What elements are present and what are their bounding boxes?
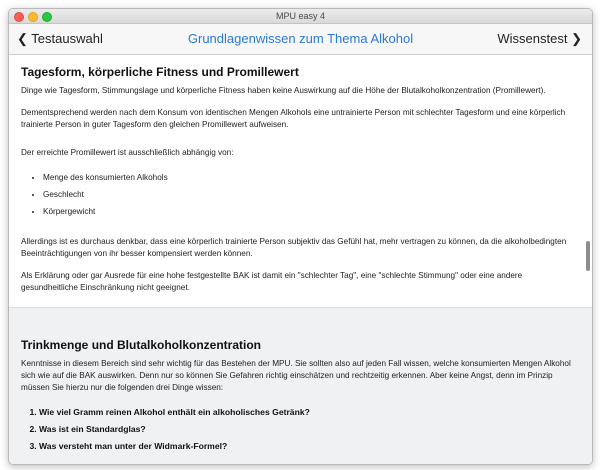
back-button-label: Testauswahl: [31, 31, 103, 46]
list-item: 1. Wie viel Gramm reinen Alkohol enthält ein alkoholisches Getränk?: [39, 404, 580, 421]
factor-list: [21, 169, 580, 220]
close-window-button[interactable]: [14, 12, 24, 22]
chevron-left-icon: ❮: [17, 31, 28, 46]
content-area[interactable]: [9, 55, 592, 464]
paragraph: Dinge wie Tagesform, Stimmungslage und körperliche Fitness haben keine Auswirkung auf die Höhe der Blutalkoholkonzentration (Promillewert).: [21, 86, 546, 95]
window-title: MPU easy 4: [275, 11, 326, 21]
minimize-window-button[interactable]: [28, 12, 38, 22]
back-button[interactable]: [17, 31, 103, 47]
section-heading: Trinkmenge und Blutalkoholkonzentration: [21, 338, 262, 352]
app-window: [8, 8, 593, 465]
forward-button[interactable]: [497, 31, 582, 47]
paragraph: Allerdings ist es durchaus denkbar, dass eine körperlich trainierte Person subjektiv das Gefühl hat, mehr vertragen zu können, da die alkoholbedingten Beeinträchtigungen von ihr besser kompensiert werden können.: [21, 237, 567, 258]
list-item: • Menge des konsumierten Alkohols: [43, 169, 580, 186]
paragraph: Kenntnisse in diesem Bereich sind sehr wichtig für das Bestehen der MPU. Sie sollten also auf jeden Fall wissen, welche konsumierten Mengen Alkohol sich wie auf die BAK auswirken. Denn nur so können Sie Gefahren richtig einschätzen und rechtzeitig erkennen. Aber keine Angst, denn im Prinzip müssen Sie hierzu nur die folgenden drei Dinge wissen:: [21, 359, 571, 392]
question-list: [21, 404, 580, 455]
list-item: 3. Was versteht man unter der Widmark-Formel?: [39, 438, 580, 455]
page-title: Grundlagenwissen zum Thema Alkohol: [187, 31, 414, 46]
paragraph: Als Erklärung oder gar Ausrede für eine hohe festgestellte BAK ist damit ein "schlechter Tag", eine "schlechte Stimmung" oder eine andere gesundheitliche Einschränkung nicht geeignet.: [21, 271, 523, 292]
navigation-bar: [9, 24, 592, 55]
chevron-right-icon: ❯: [571, 31, 582, 46]
paragraph: Dementsprechend werden nach dem Konsum von identischen Mengen Alkohols eine untrainierte Person mit schlechter Tagesform und eine körperlich trainierte Person in guter Tagesform den gleichen Promillewert aufweisen.: [21, 108, 566, 129]
zoom-window-button[interactable]: [42, 12, 52, 22]
section-trinkmenge: [9, 307, 592, 464]
window-controls: [14, 12, 52, 22]
paragraph: Der erreichte Promillewert ist ausschließlich abhängig von:: [21, 148, 234, 157]
section-fitness: [9, 55, 592, 307]
scrollbar-thumb[interactable]: [586, 241, 590, 271]
list-item: 2. Was ist ein Standardglas?: [39, 421, 580, 438]
list-item: • Geschlecht: [43, 186, 580, 203]
section-heading: Tagesform, körperliche Fitness und Promillewert: [21, 65, 299, 79]
title-bar: [9, 9, 592, 24]
forward-button-label: Wissenstest: [497, 31, 568, 46]
list-item: • Körpergewicht: [43, 203, 580, 220]
